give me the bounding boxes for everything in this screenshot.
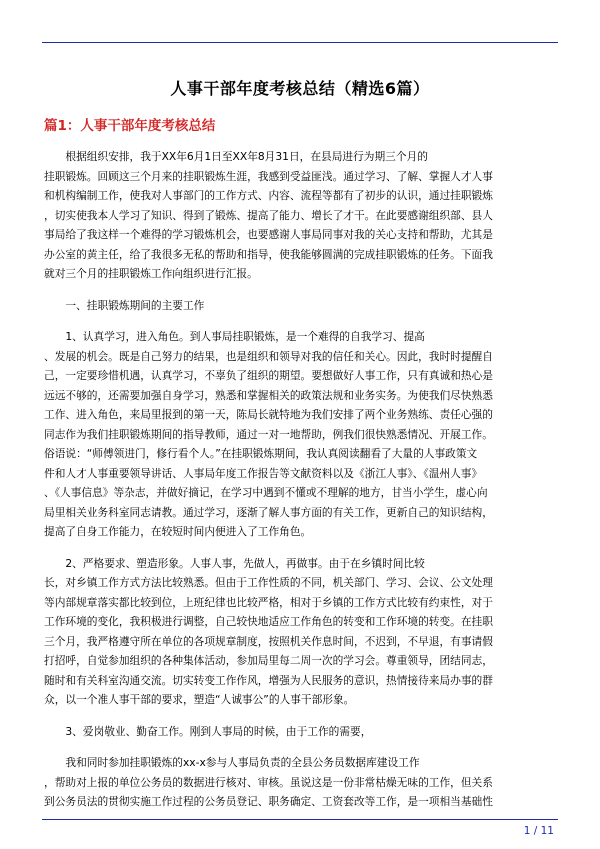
text-line: 工作、进入角色，来局里报到的第一天，陈局长就特地为我们安排了两个业务熟练、责任心强的 (44, 408, 493, 421)
text-line: 众，以一个准人事干部的要求，塑造“人诚事公”的人事干部形象。 (44, 693, 355, 706)
text-line: 三个月，我严格遵守所在单位的各项规章制度，按照机关作息时间，不迟到，不早退，有事请假 (44, 634, 493, 648)
text-line: 根据组织安排，我于XX年6月1日至XX年8月31日，在县局进行为期三个月的 (44, 150, 428, 163)
text-line: 等内部规章落实都比较到位，上班纪律也比较严格，相对于乡镇的工作方式比较有约束性，对于 (44, 595, 493, 609)
paragraph-gap (44, 741, 560, 753)
text-line: 和机构编制工作，使我对人事部门的工作方式、内容、流程等都有了初步的认识，通过挂职锻炼 (44, 189, 493, 202)
text-line: 工作环境的变化，我积极进行调整，自己较快地适应工作角色的转变和工作环境的转变。在挂职 (44, 615, 493, 628)
page-number: 1 / 11 (523, 825, 554, 837)
text-line: 3、爱岗敬业、勤奋工作。刚到人事局的时候，由于工作的需要， (44, 724, 372, 738)
text-line: 件和人才人事重要领导讲话、人事局年度工作报告等文献资料以及《浙江人事》、《温州人事》 (44, 466, 483, 480)
document-title: 人事干部年度考核总结（精选6篇） (170, 79, 430, 98)
text-line: 远远不够的，还需要加强自身学习，熟悉和掌握相关的政策法规和业务实务。为使我们尽快熟悉 (44, 388, 493, 402)
header-rule (42, 42, 558, 43)
text-line: 事局给了我这样一个难得的学习锻炼机会，也要感谢人事局同事对我的关心支持和帮助，尤其是 (44, 228, 493, 241)
text-line: 、发展的机会。既是自己努力的结果，也是组织和领导对我的信任和关心。因此，我时时提醒自 (44, 349, 493, 363)
paragraph-gap (44, 542, 560, 554)
text-line: 随时和有关科室沟通交流。切实转变工作作风，增强为人民服务的意识，热情接待来局办事的群 (44, 673, 493, 687)
text-line: 1、认真学习，进入角色。到人事局挂职锻炼，是一个难得的自我学习、提高 (44, 330, 425, 343)
paragraph-gap (44, 284, 560, 296)
text-line: 一、挂职锻炼期间的主要工作 (44, 298, 205, 312)
text-line: 挂职锻炼。回顾这三个月来的挂职锻炼生涯，我感到受益匪浅。通过学习、了解、掌握人才人事 (44, 169, 493, 183)
text-line: ，帮助对上报的单位公务员的数据进行核对、审核。虽说这是一份非常枯燥无味的工作，但关系 (44, 775, 493, 789)
text-line: 办公室的黄主任，给了我很多无私的帮助和指导，使我能够圆满的完成挂职锻炼的任务。下面我 (44, 247, 493, 261)
text-line: 局里相关业务科室同志请教。通过学习，逐渐了解人事方面的有关工作，更新自己的知识结构， (44, 505, 493, 519)
paragraph-gap (44, 315, 560, 327)
text-line: 长，对乡镇工作方式方法比较熟悉。但由于工作性质的不同，机关部门、学习、会议、公文处理 (44, 576, 493, 589)
text-line: 就对三个月的挂职锻炼工作向组织进行汇报。 (44, 267, 258, 280)
document-body (44, 147, 560, 812)
text-line: 俗语说：“师傅领进门，修行看个人。”在挂职锻炼期间，我认真阅读翻看了大量的人事政策文 (44, 447, 478, 460)
text-line: 同志作为我们挂职锻炼期间的指导教师，通过一对一地帮助，例我们很快熟悉情况、开展工作。 (44, 427, 493, 441)
text-line: 到公务员法的贯彻实施工作过程的公务员登记、职务确定、工资套改等工作，是一项相当基础性 (44, 795, 493, 808)
footer-rule (42, 819, 558, 820)
text-line: 打招呼，自觉参加组织的各种集体活动，参加局里每二周一次的学习会。尊重领导，团结同志， (44, 654, 493, 667)
text-line: 己，一定要珍惜机遇，认真学习，不辜负了组织的期望。要想做好人事工作，只有真诚和热心是 (44, 369, 493, 382)
text-line: 我和同时参加挂职锻炼的xx-x参与人事局负责的全县公务员数据库建设工作 (44, 756, 420, 769)
text-line: 2、严格要求、塑造形象。人事人事，先做人，再做事。由于在乡镇时间比较 (44, 556, 425, 570)
text-line: ，切实使我本人学习了知识、得到了锻炼、提高了能力、增长了才干。在此要感谢组织部、县人 (44, 208, 493, 222)
text-line: 提高了自身工作能力，在较短时间内便进入了工作角色。 (44, 525, 312, 538)
text-line: 、《人事信息》等杂志，并做好摘记，在学习中遇到不懂或不理解的地方，甘当小学生，虚心向 (44, 486, 488, 499)
section-heading: 篇1：人事干部年度考核总结 (44, 118, 216, 134)
paragraph-gap (44, 710, 560, 722)
